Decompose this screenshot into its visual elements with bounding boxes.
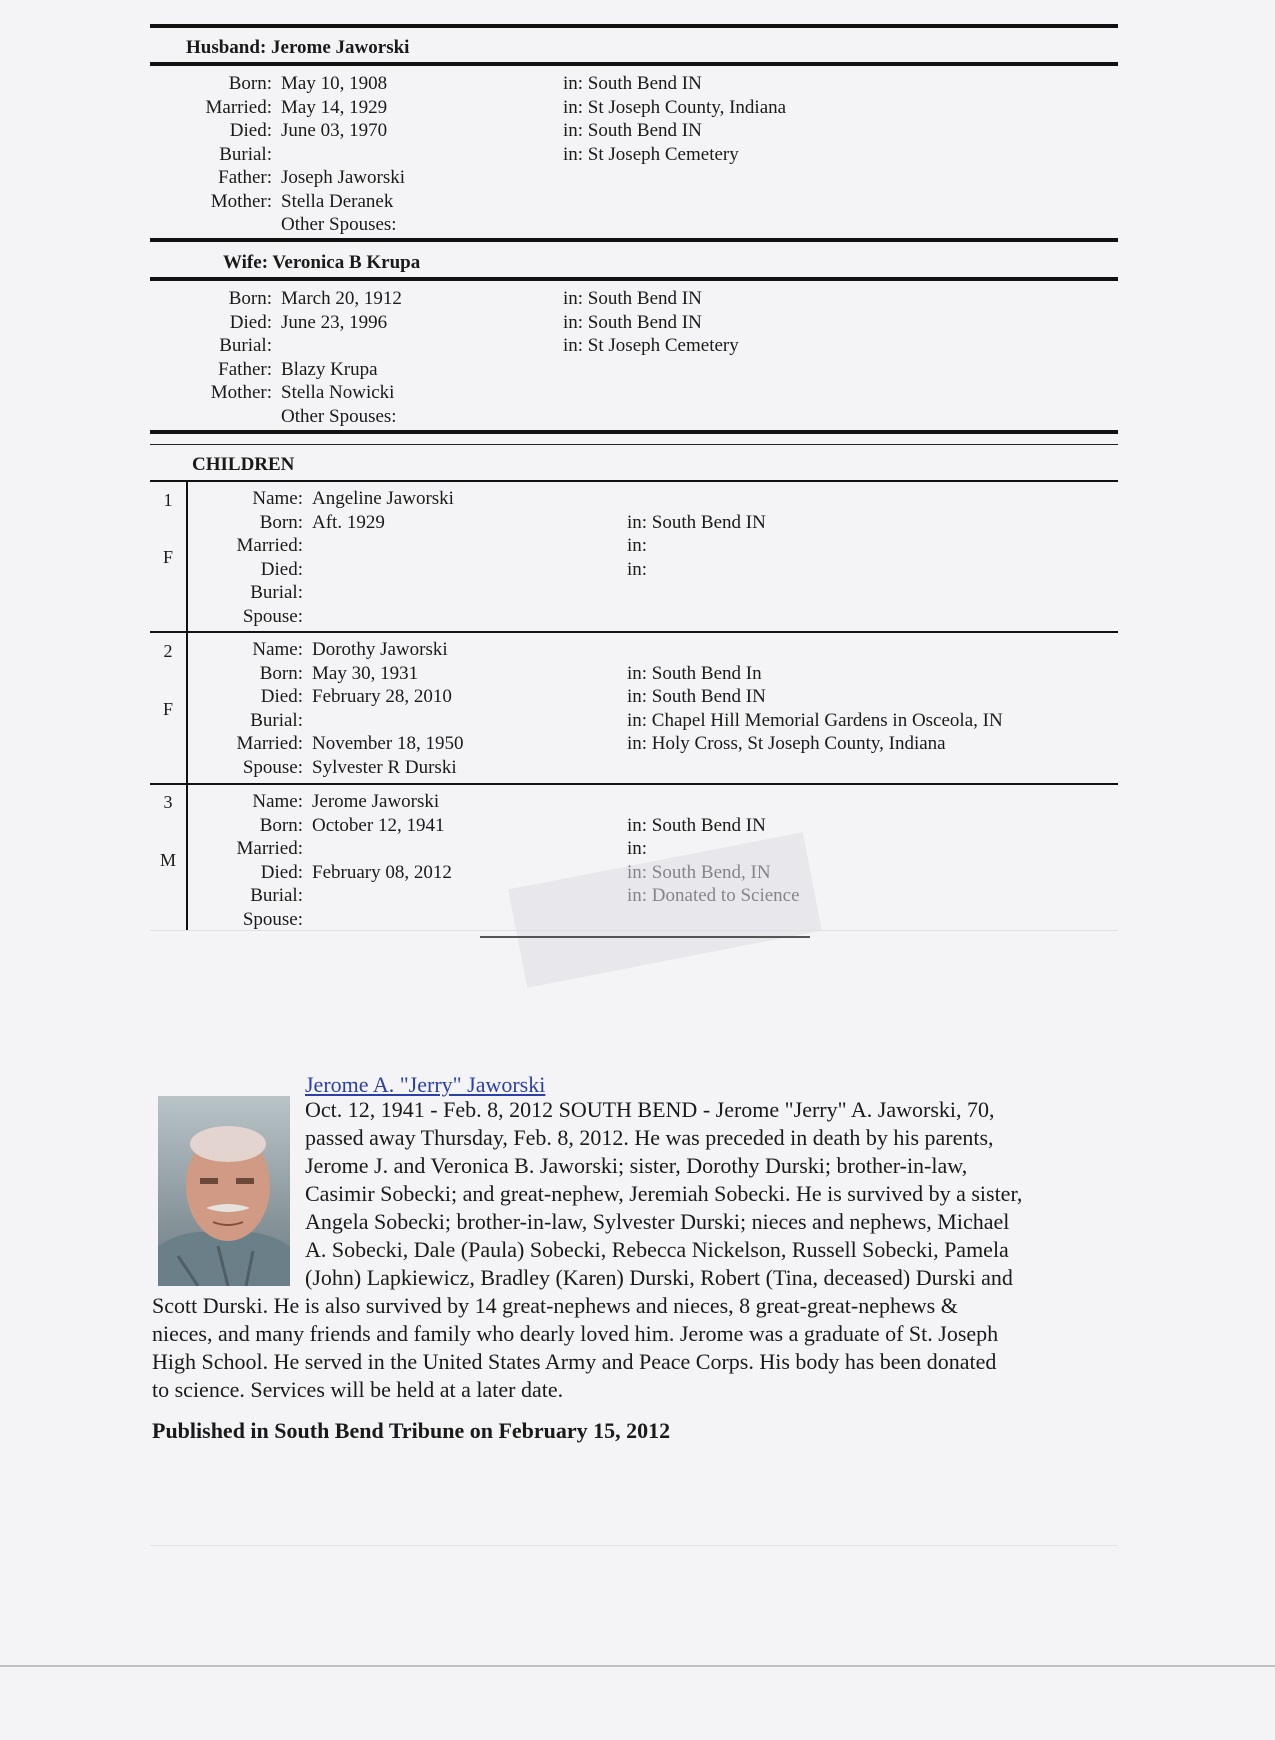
value: November 18, 1950 [312, 733, 464, 754]
value [312, 558, 454, 582]
obituary-line: High School. He served in the United States Army and Peace Corps. His body has been donated [152, 1349, 997, 1374]
label: Name: [252, 639, 303, 660]
label: Married: [205, 96, 272, 118]
obituary-line: Oct. 12, 1941 - Feb. 8, 2012 SOUTH BEND - Jerome "Jerry" A. Jaworski, 70, [305, 1097, 995, 1122]
label: Spouse: [242, 605, 303, 627]
place: in: South Bend IN [563, 73, 702, 94]
children-header-rule [150, 480, 1118, 482]
obituary-line: to science. Services will be held at a later date. [152, 1377, 564, 1402]
label: Spouse: [242, 908, 303, 930]
value: Jerome Jaworski [312, 791, 440, 812]
child-values [312, 638, 463, 779]
obituary-line: nieces, and many friends and family who dearly loved him. Jerome was a graduate of St. Joseph [152, 1321, 999, 1346]
husband-rule [150, 62, 1118, 66]
value [312, 884, 452, 908]
value: Stella Nowicki [281, 382, 395, 403]
top-rule [150, 24, 1118, 28]
portrait-image [158, 1096, 290, 1286]
place [627, 790, 800, 814]
faint-rule [480, 936, 810, 938]
husband-heading: Husband: Jerome Jaworski [186, 37, 410, 58]
value [312, 605, 454, 629]
label: Father: [218, 358, 272, 380]
wife-rule [150, 277, 1118, 281]
child-sex: F [162, 547, 173, 567]
place: in: St Joseph Cemetery [563, 335, 739, 356]
obituary-line: (John) Lapkiewicz, Bradley (Karen) Durski, Robert (Tina, deceased) Durski and [305, 1265, 1013, 1290]
label: Born: [228, 73, 272, 94]
husband-labels [142, 72, 272, 213]
place: in: South Bend IN [563, 311, 702, 333]
place [627, 487, 766, 511]
place: in: Chapel Hill Memorial Gardens in Osceola, IN [627, 709, 1003, 731]
child-divider [150, 783, 1118, 785]
value: Aft. 1929 [312, 511, 385, 533]
child-values [312, 790, 452, 931]
label: Died: [229, 311, 272, 333]
child-number: 1 [163, 490, 173, 510]
place: in: South Bend IN [627, 686, 766, 707]
place: in: South Bend IN [563, 120, 702, 141]
child-labels [173, 638, 303, 779]
value [312, 709, 463, 733]
value [281, 334, 402, 358]
label: Died: [229, 120, 272, 141]
value: Stella Deranek [281, 190, 394, 212]
wife-top-rule [150, 238, 1118, 242]
label: Died: [260, 686, 303, 707]
other-spouses: Other Spouses: [281, 214, 397, 235]
label: Mother: [210, 190, 272, 212]
children-thin-rule [150, 444, 1118, 445]
value: May 30, 1931 [312, 662, 419, 684]
value: Dorothy Jaworski [312, 639, 448, 660]
value: February 08, 2012 [312, 861, 452, 883]
child-labels [173, 790, 303, 931]
label: Spouse: [242, 756, 303, 778]
value: March 20, 1912 [281, 288, 402, 309]
value [281, 143, 405, 167]
obituary-title[interactable]: Jerome A. "Jerry" Jaworski [305, 1072, 546, 1097]
value [312, 908, 452, 932]
place: in: St Joseph County, Indiana [563, 96, 787, 118]
place: in: South Bend IN [563, 288, 702, 309]
value: June 23, 1996 [281, 311, 388, 333]
value: May 10, 1908 [281, 73, 388, 94]
obituary-line: A. Sobecki, Dale (Paula) Sobecki, Rebecca Nickelson, Russell Sobecki, Pamela [305, 1237, 1009, 1262]
label: Burial: [219, 143, 272, 165]
value: June 03, 1970 [281, 120, 388, 141]
place: in: [627, 838, 648, 859]
label: Father: [218, 167, 272, 188]
label: Died: [260, 861, 303, 883]
child-sex: F [162, 699, 173, 719]
place: in: South Bend In [627, 662, 762, 684]
portrait-photo [158, 1096, 290, 1286]
wife-heading: Wife: Veronica B Krupa [223, 252, 421, 273]
label: Born: [259, 511, 303, 533]
place [627, 638, 1003, 662]
child-values [312, 487, 454, 628]
value: Blazy Krupa [281, 358, 378, 380]
child-sex: M [159, 850, 176, 870]
obituary-line: Scott Durski. He is also survived by 14 great-nephews and nieces, 8 great-great-nephews & [152, 1293, 958, 1318]
published-line: Published in South Bend Tribune on February 15, 2012 [152, 1418, 671, 1443]
label: Born: [259, 814, 303, 836]
obituary-line: passed away Thursday, Feb. 8, 2012. He was preceded in death by his parents, [305, 1125, 994, 1150]
label: Burial: [250, 885, 303, 906]
obituary-line: Casimir Sobecki; and great-nephew, Jeremiah Sobecki. He is survived by a sister, [305, 1181, 1023, 1206]
child-places [627, 638, 1003, 779]
place [627, 581, 766, 605]
wife-labels [142, 287, 272, 405]
value [312, 534, 454, 558]
place [627, 605, 766, 629]
place: in: St Joseph Cemetery [563, 143, 739, 165]
place: in: [627, 535, 648, 556]
wife-values [281, 287, 402, 428]
page-bottom-edge [0, 1665, 1275, 1667]
child-places [627, 487, 766, 628]
label: Name: [252, 488, 303, 509]
label: Married: [236, 535, 303, 556]
obituary-line: Jerome J. and Veronica B. Jaworski; sister, Dorothy Durski; brother-in-law, [305, 1153, 968, 1178]
value: October 12, 1941 [312, 814, 445, 836]
value [312, 837, 452, 861]
label: Died: [260, 558, 303, 580]
husband-places [563, 72, 786, 166]
child-number: 2 [163, 641, 173, 661]
label: Married: [236, 838, 303, 859]
obituary-line: Angela Sobecki; brother-in-law, Sylvester Durski; nieces and nephews, Michael [305, 1209, 1010, 1234]
value [312, 581, 454, 605]
label: Married: [236, 733, 303, 754]
child-labels [173, 487, 303, 628]
value: May 14, 1929 [281, 96, 388, 118]
child-number: 3 [163, 792, 173, 812]
paper-seam [150, 930, 1118, 931]
child-divider [150, 631, 1118, 633]
label: Burial: [250, 582, 303, 603]
label: Born: [228, 288, 272, 309]
place: in: South Bend IN [627, 814, 766, 836]
children-heading: CHILDREN [192, 454, 295, 475]
other-spouses: Other Spouses: [281, 405, 397, 427]
place [627, 756, 1003, 780]
value: Joseph Jaworski [281, 167, 406, 188]
label: Burial: [250, 709, 303, 731]
place: in: South Bend IN [627, 511, 766, 533]
label: Born: [259, 662, 303, 684]
value: February 28, 2010 [312, 686, 452, 707]
label: Mother: [210, 382, 272, 403]
husband-values [281, 72, 405, 237]
value: Angeline Jaworski [312, 488, 454, 509]
ghost-rule [150, 1545, 1118, 1546]
children-top-rule [150, 430, 1118, 434]
wife-places [563, 287, 739, 358]
value: Sylvester R Durski [312, 756, 457, 778]
place: in: [627, 558, 648, 580]
place: in: Holy Cross, St Joseph County, Indiana [627, 733, 946, 754]
label: Name: [252, 791, 303, 812]
label: Burial: [219, 335, 272, 356]
